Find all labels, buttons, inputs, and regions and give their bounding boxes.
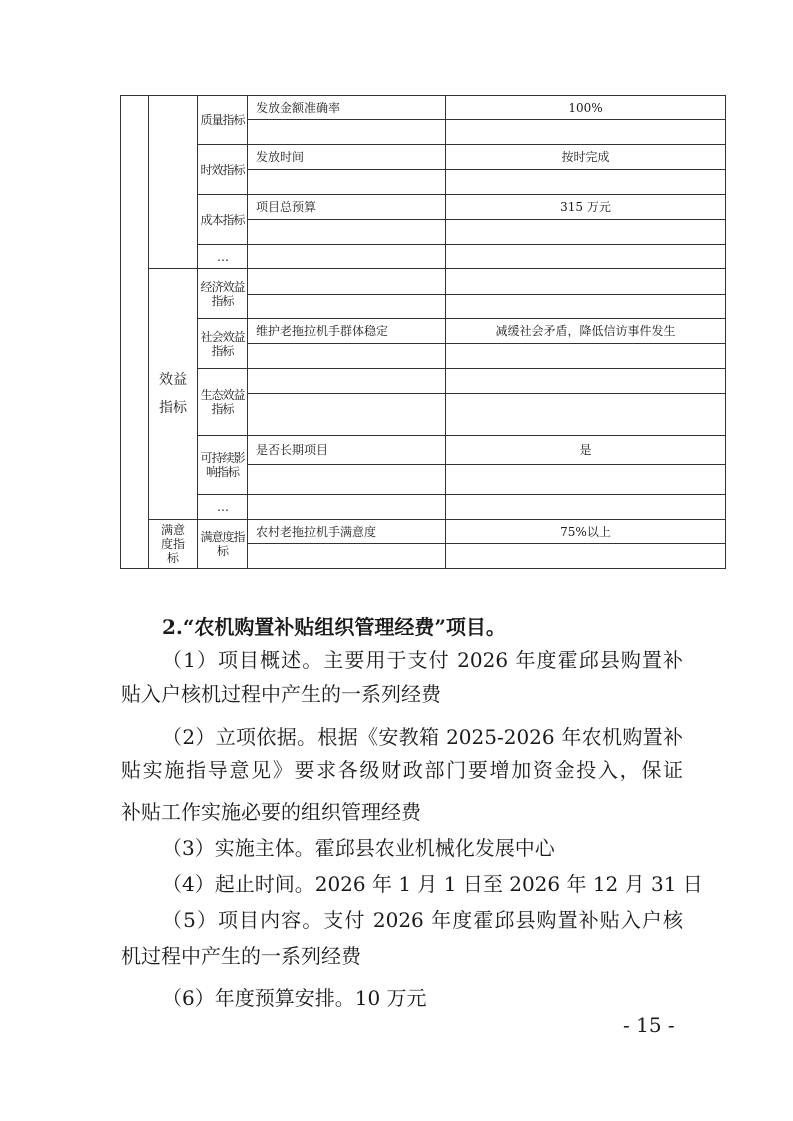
group-benefit xyxy=(149,269,198,520)
performance-indicator-table xyxy=(120,95,726,569)
empty-cell xyxy=(248,269,446,295)
empty-cell xyxy=(446,269,726,295)
sub-cost: 成本指标 xyxy=(198,195,248,245)
indicator-value: 75%以上 xyxy=(446,520,726,544)
empty-cell xyxy=(446,369,726,394)
paragraph-line: （2）立项依据。根据《安教箱 2025-2026 年农机购置补 xyxy=(162,725,683,749)
empty-cell xyxy=(446,495,726,520)
empty-cell xyxy=(248,394,446,436)
empty-cell xyxy=(248,245,446,269)
sub-quality: 质量指标 xyxy=(198,96,248,145)
sub-satisfaction: 满意度指标 xyxy=(198,520,248,569)
indicator-name: 项目总预算 xyxy=(248,195,446,220)
empty-cell xyxy=(248,120,446,145)
paragraph-line: （1）项目概述。主要用于支付 2026 年度霍邱县购置补 xyxy=(162,648,683,672)
section-heading: 2.“农机购置补贴组织管理经费”项目。 xyxy=(162,615,506,639)
paragraph-line: （5）项目内容。支付 2026 年度霍邱县购置补贴入户核 xyxy=(162,908,683,932)
indicator-value: 100% xyxy=(446,96,726,120)
sub-timeliness: 时效指标 xyxy=(198,145,248,195)
sub-social: 社会效益指标 xyxy=(198,319,248,369)
paragraph-line: 补贴工作实施必要的组织管理经费 xyxy=(121,800,421,824)
empty-cell xyxy=(248,465,446,495)
indicator-name: 发放时间 xyxy=(248,145,446,170)
empty-cell xyxy=(446,344,726,369)
empty-cell xyxy=(446,120,726,145)
empty-cell xyxy=(248,170,446,195)
indicator-value: 减缓社会矛盾，降低信访事件发生 xyxy=(446,319,726,344)
empty-cell xyxy=(248,495,446,520)
level1-cell xyxy=(121,96,149,569)
paragraph-line: 贴实施指导意见》要求各级财政部门要增加资金投入，保证 xyxy=(121,758,683,782)
empty-cell xyxy=(248,295,446,319)
indicator-name: 发放金额准确率 xyxy=(248,96,446,120)
paragraph-line: （4）起止时间。2026 年 1 月 1 日至 2026 年 12 月 31 日 xyxy=(162,872,703,896)
paragraph-line: 机过程中产生的一系列经费 xyxy=(121,944,361,968)
empty-cell xyxy=(446,245,726,269)
indicator-name: 维护老拖拉机手群体稳定 xyxy=(248,319,446,344)
empty-cell xyxy=(446,295,726,319)
indicator-value: 是 xyxy=(446,436,726,465)
paragraph-line: （6）年度预算安排。10 万元 xyxy=(162,986,427,1010)
sub-ellipsis: … xyxy=(198,495,248,520)
sub-ellipsis: … xyxy=(198,245,248,269)
sub-sustainability: 可持续影响指标 xyxy=(198,436,248,495)
empty-cell xyxy=(446,544,726,569)
sub-economic: 经济效益指标 xyxy=(198,269,248,319)
group-satisfaction xyxy=(149,520,198,569)
empty-cell xyxy=(248,544,446,569)
page-number: - 15 - xyxy=(623,1013,675,1037)
empty-cell xyxy=(446,220,726,245)
group-benefit-label: 效益指标 xyxy=(159,372,187,416)
empty-cell xyxy=(248,369,446,394)
empty-cell xyxy=(446,170,726,195)
indicator-value: 315 万元 xyxy=(446,195,726,220)
group-satisfaction-label: 满意度指标 xyxy=(160,523,185,565)
sub-ecological: 生态效益指标 xyxy=(198,369,248,436)
indicator-value: 按时完成 xyxy=(446,145,726,170)
paragraph-line: （3）实施主体。霍邱县农业机械化发展中心 xyxy=(162,836,555,860)
level2-cell-output xyxy=(149,96,198,269)
empty-cell xyxy=(248,220,446,245)
paragraph-line: 贴入户核机过程中产生的一系列经费 xyxy=(121,682,441,706)
empty-cell xyxy=(446,465,726,495)
empty-cell xyxy=(248,344,446,369)
indicator-name: 农村老拖拉机手满意度 xyxy=(248,520,446,544)
indicator-name: 是否长期项目 xyxy=(248,436,446,465)
empty-cell xyxy=(446,394,726,436)
